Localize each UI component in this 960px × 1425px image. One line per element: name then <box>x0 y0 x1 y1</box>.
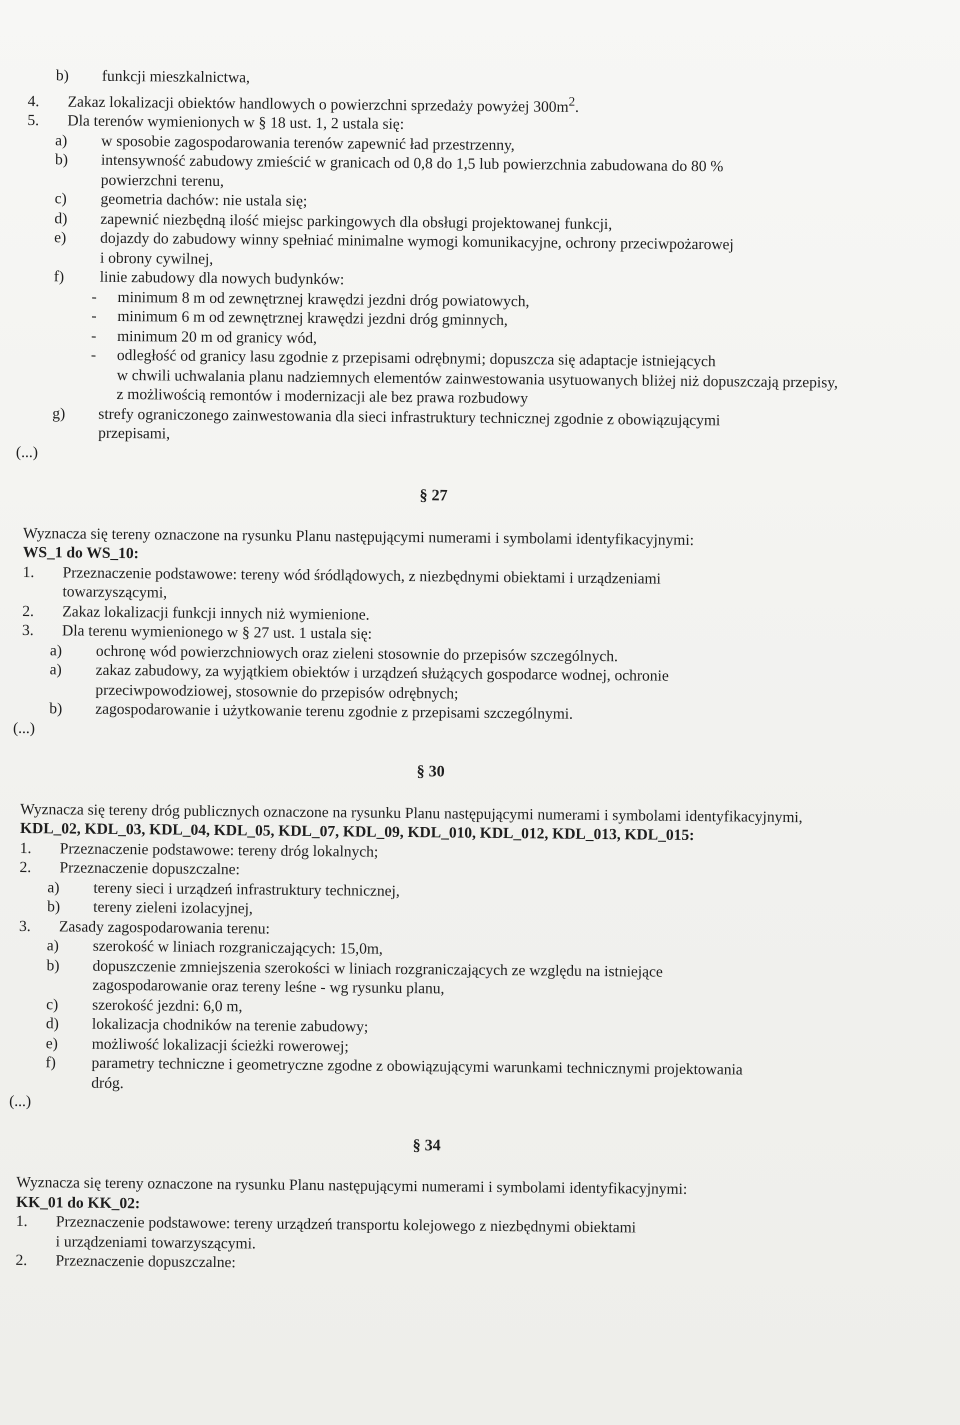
item-text: zakaz zabudowy, za wyjątkiem obiektów i urządzeń służących gospodarce wodnej, ochronie <box>95 661 669 685</box>
item-text-end: . <box>574 98 580 116</box>
item-text: Przeznaczenie podstawowe: tereny dróg lokalnych; <box>59 840 379 861</box>
dash-text: odległość od granicy lasu zgodnie z przepisami odrębnymi; dopuszcza się adaptacje istniejących <box>116 347 716 371</box>
item-text: Dla terenów wymienionych w § 18 ust. 1, 2 ustala się: <box>67 112 405 134</box>
item-text: Zasady zagospodarowania terenu: <box>58 918 270 938</box>
list-item-continuation: i urządzeniami towarzyszącymi. <box>55 1233 256 1253</box>
item-text: dojazdy do zabudowy winny spełniać minimalne wymogi komunikacyjne, ochrony przeciwpożarowej <box>100 229 734 254</box>
list-item-continuation: powierzchni terenu, <box>100 171 224 190</box>
item-marker: a) <box>49 661 62 679</box>
item-marker: f) <box>53 268 65 286</box>
item-marker: e) <box>54 229 67 247</box>
item-text: intensywność zabudowy zmieścić w granicach od 0,8 do 1,5 lub powierzchnia zabudowana do 80 % <box>100 151 724 176</box>
item-marker: 2. <box>15 1252 28 1270</box>
item-marker: 4. <box>27 92 40 110</box>
list-item-continuation: dróg. <box>91 1074 124 1092</box>
item-marker: 1. <box>15 1213 28 1231</box>
item-text: strefy ograniczonego zainwestowania dla sieci infrastruktury technicznej zgodnie z obowiązującymi <box>98 405 721 429</box>
ellipsis: (...) <box>12 719 36 737</box>
dash-text: minimum 20 m od granicy wód, <box>117 327 318 347</box>
item-text: w sposobie zagospodarowania terenów zapewnić ład przestrzenny, <box>101 132 515 154</box>
item-text: możliwość lokalizacji ścieżki rowerowej; <box>91 1035 349 1056</box>
section-heading: § 34 <box>412 1136 441 1155</box>
item-marker: b) <box>49 700 63 718</box>
section-codes: KK_01 do KK_02: <box>16 1193 141 1212</box>
item-marker: b) <box>47 898 61 916</box>
item-marker: g) <box>52 404 66 423</box>
document-body <box>9 66 848 1279</box>
item-text: tereny zieleni izolacyjnej, <box>93 898 253 918</box>
item-text: Dla terenu wymienionego w § 27 ust. 1 ustala się: <box>61 622 373 643</box>
item-text: szerokość jezdni: 6,0 m, <box>92 996 243 1015</box>
superscript: 2 <box>568 93 576 109</box>
list-item-continuation: przepisami, <box>98 424 171 443</box>
item-marker: a) <box>46 937 59 955</box>
item-text: zagospodarowanie i użytkowanie terenu zgodnie z przepisami szczególnymi. <box>95 700 574 723</box>
section-intro: Wyznacza się tereny oznaczone na rysunku Planu następującymi numerami i symbolami identyfikacyjnymi: <box>16 1174 688 1199</box>
item-marker: a) <box>49 641 63 660</box>
item-text: Zakaz lokalizacji funkcji innych niż wymienione. <box>62 603 370 624</box>
item-marker: 2. <box>19 859 32 877</box>
item-text: geometria dachów: nie ustala się; <box>100 190 308 211</box>
item-text: parametry techniczne i geometryczne zgodne z obowiązującymi warunkami technicznymi projektowania <box>91 1054 743 1079</box>
item-text: Przeznaczenie podstawowe: tereny wód śródlądowych, z niezbędnymi obiektami i urządzeniami <box>62 564 662 588</box>
ellipsis: (...) <box>9 1093 32 1111</box>
item-marker: c) <box>54 190 67 208</box>
section-heading: § 30 <box>416 763 445 781</box>
item-marker: a) <box>47 878 60 897</box>
item-marker: b) <box>55 67 69 85</box>
item-text: lokalizacja chodników na terenie zabudowy; <box>91 1015 369 1036</box>
item-marker: c) <box>46 995 59 1014</box>
item-marker: 3. <box>21 622 34 640</box>
dash-text: minimum 6 m od zewnętrznej krawędzi jezdni dróg gminnych, <box>117 308 508 330</box>
item-marker: d) <box>54 209 68 228</box>
item-marker: a) <box>55 131 68 150</box>
item-text: ochronę wód powierzchniowych oraz zieleni stosownie do przepisów szczególnych. <box>95 642 619 665</box>
item-text: Zakaz lokalizacji obiektów handlowych o powierzchni sprzedaży powyżej 300m <box>67 93 569 116</box>
item-text: linie zabudowy dla nowych budynków: <box>99 268 345 289</box>
dash-marker: - <box>91 288 97 306</box>
dash-item-continuation: w chwili uchwalania planu nadziemnych elementów zainwestowania usytuowanych bliżej niż dopuszczają przepisy, z możliwością remontów i modernizacji ale bez prawa rozbudowy <box>116 366 839 408</box>
item-marker: d) <box>45 1015 59 1033</box>
item-marker: 2. <box>22 602 35 620</box>
list-item-continuation: i obrony cywilnej, <box>99 249 214 268</box>
item-text: Przeznaczenie dopuszczalne: <box>55 1252 236 1272</box>
item-marker: e) <box>45 1034 58 1053</box>
ellipsis: (...) <box>15 443 38 461</box>
section-heading: § 27 <box>419 487 448 505</box>
list-item-continuation: przeciwpowodziowej, stosownie do przepisów odrębnych; <box>95 681 459 703</box>
list-item-continuation: zagospodarowanie oraz tereny leśne - wg rysunku planu, <box>92 976 445 998</box>
item-marker: b) <box>54 151 69 169</box>
item-text: funkcji mieszkalnictwa, <box>101 67 251 87</box>
item-marker: f) <box>45 1054 56 1072</box>
item-text: szerokość w liniach rozgraniczających: 15,0m, <box>92 937 383 958</box>
item-text: dopuszczenie zmniejszenia szerokości w liniach rozgraniczających ze względu na istniejące <box>92 957 663 981</box>
dash-marker: - <box>90 346 97 364</box>
item-marker: 5. <box>27 112 40 130</box>
dash-text: minimum 8 m od zewnętrznej krawędzi jezdni dróg powiatowych, <box>117 288 530 310</box>
section-codes: KDL_02, KDL_03, KDL_04, KDL_05, KDL_07, KDL_09, KDL_010, KDL_012, KDL_013, KDL_015: <box>19 820 695 845</box>
section-intro: Wyznacza się tereny dróg publicznych oznaczone na rysunku Planu następującymi numerami i symbolami identyfikacyjnymi, <box>20 800 803 826</box>
item-text: Przeznaczenie dopuszczalne: <box>59 859 240 879</box>
item-marker: 3. <box>18 917 31 935</box>
item-text: Przeznaczenie podstawowe: tereny urządzeń transportu kolejowego z niezbędnymi obiektami <box>55 1213 637 1237</box>
section-codes: WS_1 do WS_10: <box>22 544 139 563</box>
section-intro: Wyznacza się tereny oznaczone na rysunku Planu następującymi numerami i symbolami identyfikacyjnymi: <box>23 524 695 549</box>
item-text: tereny sieci i urządzeń infrastruktury technicznej, <box>93 879 400 900</box>
dash-marker: - <box>91 307 97 325</box>
item-text: zapewnić niezbędną ilość miejsc parkingowych dla obsługi projektowanej funkcji, <box>100 210 613 233</box>
item-marker: b) <box>46 956 60 975</box>
dash-marker: - <box>91 327 97 345</box>
item-marker: 1. <box>19 839 32 857</box>
item-marker: 1. <box>22 563 35 581</box>
list-item-continuation: towarzyszącymi, <box>62 583 168 602</box>
